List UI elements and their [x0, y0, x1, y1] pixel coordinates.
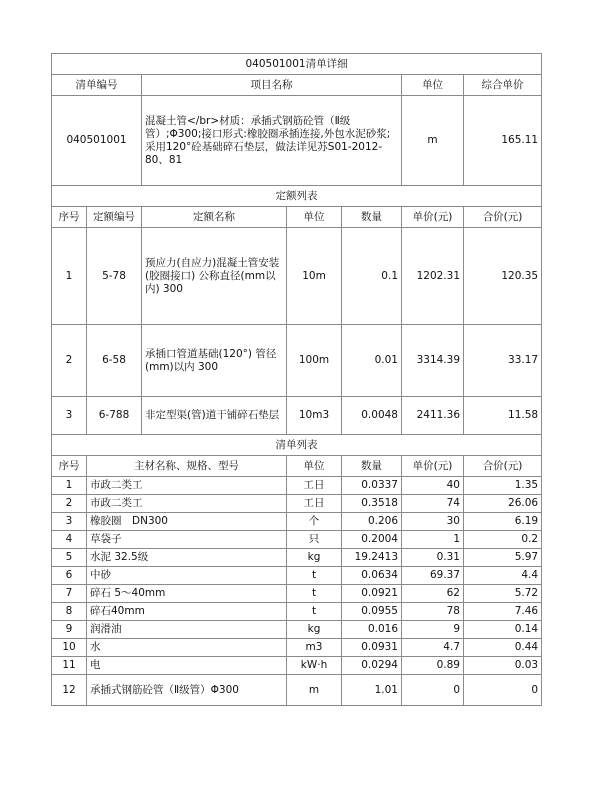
material-qty: 0.0931	[342, 639, 402, 657]
material-total: 6.19	[464, 513, 542, 531]
material-row	[52, 657, 542, 675]
quota-price: 1202.31	[402, 228, 464, 325]
quota-code-header: 定额编号	[87, 207, 142, 228]
quota-total-header: 合价(元)	[464, 207, 542, 228]
material-price: 78	[402, 603, 464, 621]
material-name: 润滑油	[87, 621, 287, 639]
material-price: 30	[402, 513, 464, 531]
bill-name: 混凝土管</br>材质：承插式钢筋砼管（Ⅱ级管）;Φ300;接口形式:橡胶圈承插连接,外包水泥砂浆;采用120°砼基础碎石垫层，做法详见苏S01-2012-80、81	[142, 96, 402, 186]
quota-row	[52, 397, 542, 435]
material-unit-header: 单位	[287, 456, 342, 477]
material-name: 草袋子	[87, 531, 287, 549]
material-total: 4.4	[464, 567, 542, 585]
quota-price-header: 单价(元)	[402, 207, 464, 228]
table-title: 040501001清单详细	[52, 54, 542, 75]
quota-unit: 10m	[287, 228, 342, 325]
material-name: 水泥 32.5级	[87, 549, 287, 567]
material-qty: 0.0337	[342, 477, 402, 495]
quota-qty: 0.0048	[342, 397, 402, 435]
material-qty: 0.3518	[342, 495, 402, 513]
material-price: 69.37	[402, 567, 464, 585]
material-total: 1.35	[464, 477, 542, 495]
material-qty: 0.0634	[342, 567, 402, 585]
bill-code: 040501001	[52, 96, 142, 186]
material-row	[52, 549, 542, 567]
material-total: 5.97	[464, 549, 542, 567]
material-seq: 2	[52, 495, 87, 513]
bill-price: 165.11	[464, 96, 542, 186]
quota-unit-header: 单位	[287, 207, 342, 228]
material-row	[52, 675, 542, 706]
material-total: 0.14	[464, 621, 542, 639]
quota-code: 5-78	[87, 228, 142, 325]
material-qty: 0.0955	[342, 603, 402, 621]
material-price: 9	[402, 621, 464, 639]
quota-total: 120.35	[464, 228, 542, 325]
material-row	[52, 477, 542, 495]
quota-code: 6-788	[87, 397, 142, 435]
quota-unit: 10m3	[287, 397, 342, 435]
quota-seq-header: 序号	[52, 207, 87, 228]
material-seq: 4	[52, 531, 87, 549]
material-seq: 8	[52, 603, 87, 621]
quota-name-header: 定额名称	[142, 207, 287, 228]
material-name: 中砂	[87, 567, 287, 585]
material-unit: 工日	[287, 495, 342, 513]
material-seq: 1	[52, 477, 87, 495]
material-name: 水	[87, 639, 287, 657]
material-name: 碎石 5～40mm	[87, 585, 287, 603]
material-name: 碎石40mm	[87, 603, 287, 621]
bill-price-header: 综合单价	[464, 75, 542, 96]
quota-total: 11.58	[464, 397, 542, 435]
material-unit: kW·h	[287, 657, 342, 675]
material-unit: 只	[287, 531, 342, 549]
bill-name-header: 项目名称	[142, 75, 402, 96]
material-price: 0.89	[402, 657, 464, 675]
quota-section-title: 定额列表	[52, 186, 542, 207]
material-name: 电	[87, 657, 287, 675]
material-total: 0.44	[464, 639, 542, 657]
material-name: 橡胶圈 DN300	[87, 513, 287, 531]
material-row	[52, 495, 542, 513]
quota-name: 预应力(自应力)混凝土管安装(胶圈接口) 公称直径(mm以内) 300	[142, 228, 287, 325]
bill-code-header: 清单编号	[52, 75, 142, 96]
material-unit: t	[287, 585, 342, 603]
quota-qty-header: 数量	[342, 207, 402, 228]
quota-seq: 1	[52, 228, 87, 325]
material-qty: 0.206	[342, 513, 402, 531]
material-seq: 9	[52, 621, 87, 639]
material-qty: 19.2413	[342, 549, 402, 567]
material-qty: 0.0921	[342, 585, 402, 603]
material-row	[52, 585, 542, 603]
material-name: 承插式钢筋砼管（Ⅱ级管）Φ300	[87, 675, 287, 706]
quota-seq: 2	[52, 325, 87, 397]
material-section-title: 清单列表	[52, 435, 542, 456]
material-seq: 11	[52, 657, 87, 675]
quota-row	[52, 325, 542, 397]
material-row	[52, 621, 542, 639]
material-price: 4.7	[402, 639, 464, 657]
quota-qty: 0.1	[342, 228, 402, 325]
material-unit: m	[287, 675, 342, 706]
material-unit: m3	[287, 639, 342, 657]
material-name: 市政二类工	[87, 477, 287, 495]
material-row	[52, 567, 542, 585]
material-total: 0	[464, 675, 542, 706]
material-seq: 12	[52, 675, 87, 706]
material-qty: 1.01	[342, 675, 402, 706]
material-seq: 6	[52, 567, 87, 585]
material-unit: kg	[287, 621, 342, 639]
material-seq: 3	[52, 513, 87, 531]
material-seq: 10	[52, 639, 87, 657]
material-price-header: 单价(元)	[402, 456, 464, 477]
material-unit: 个	[287, 513, 342, 531]
material-total-header: 合价(元)	[464, 456, 542, 477]
material-qty: 0.0294	[342, 657, 402, 675]
material-row	[52, 513, 542, 531]
quota-row	[52, 228, 542, 325]
material-qty: 0.2004	[342, 531, 402, 549]
material-price: 1	[402, 531, 464, 549]
material-row	[52, 603, 542, 621]
material-price: 74	[402, 495, 464, 513]
material-unit: t	[287, 567, 342, 585]
material-price: 40	[402, 477, 464, 495]
material-unit: 工日	[287, 477, 342, 495]
quota-price: 2411.36	[402, 397, 464, 435]
material-unit: t	[287, 603, 342, 621]
material-total: 26.06	[464, 495, 542, 513]
material-seq: 5	[52, 549, 87, 567]
material-total: 5.72	[464, 585, 542, 603]
quota-name: 非定型渠(管)道干铺碎石垫层	[142, 397, 287, 435]
bill-unit-header: 单位	[402, 75, 464, 96]
material-price: 0	[402, 675, 464, 706]
quota-code: 6-58	[87, 325, 142, 397]
material-name: 市政二类工	[87, 495, 287, 513]
quota-total: 33.17	[464, 325, 542, 397]
quota-price: 3314.39	[402, 325, 464, 397]
material-row	[52, 531, 542, 549]
material-seq: 7	[52, 585, 87, 603]
material-seq-header: 序号	[52, 456, 87, 477]
quota-qty: 0.01	[342, 325, 402, 397]
material-unit: kg	[287, 549, 342, 567]
bill-detail-table	[51, 53, 542, 706]
material-qty-header: 数量	[342, 456, 402, 477]
material-name-header: 主材名称、规格、型号	[87, 456, 287, 477]
quota-name: 承插口管道基础(120°) 管径(mm)以内 300	[142, 325, 287, 397]
material-row	[52, 639, 542, 657]
material-qty: 0.016	[342, 621, 402, 639]
quota-unit: 100m	[287, 325, 342, 397]
material-total: 0.03	[464, 657, 542, 675]
material-total: 7.46	[464, 603, 542, 621]
quota-seq: 3	[52, 397, 87, 435]
material-price: 0.31	[402, 549, 464, 567]
material-total: 0.2	[464, 531, 542, 549]
material-price: 62	[402, 585, 464, 603]
bill-unit: m	[402, 96, 464, 186]
